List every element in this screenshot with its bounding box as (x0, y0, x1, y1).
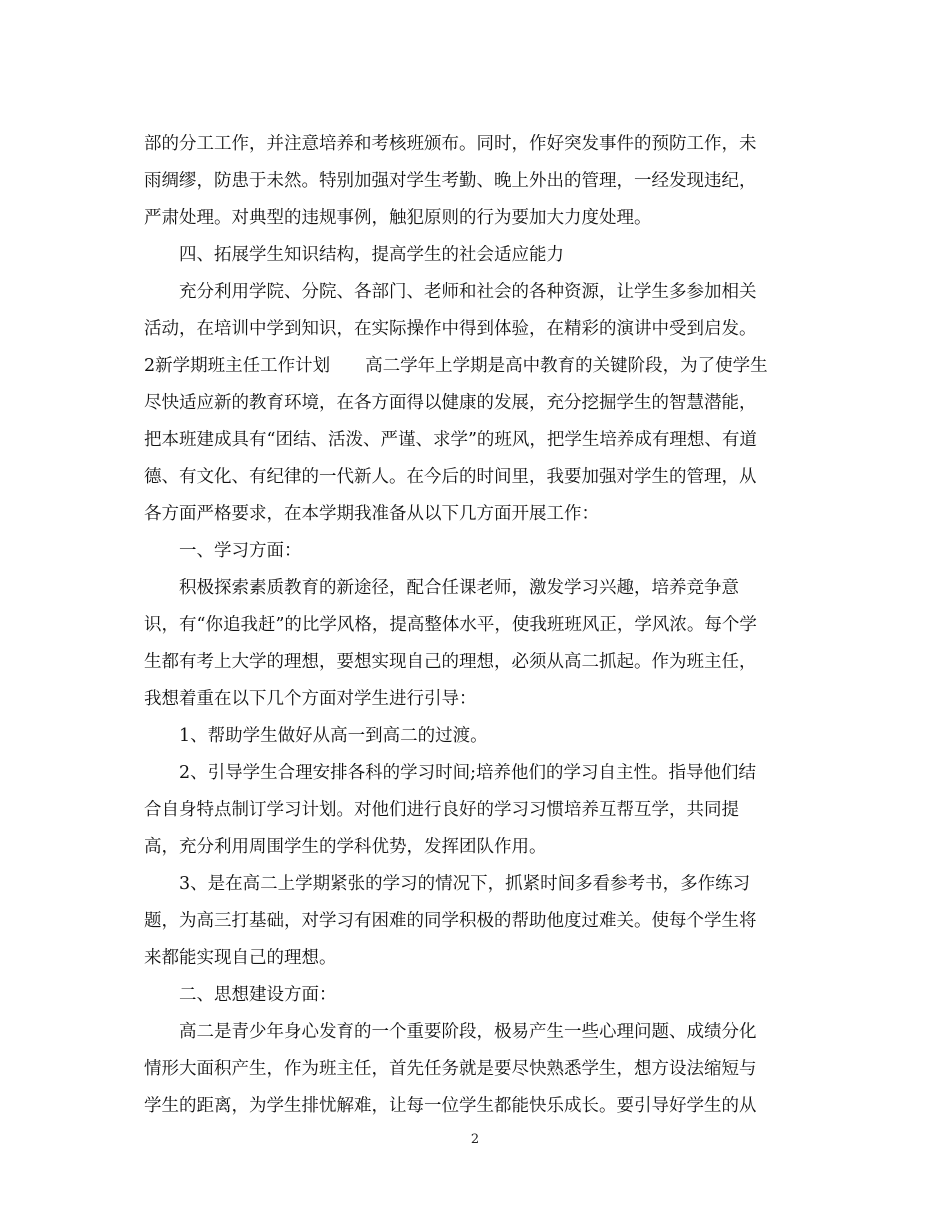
text-line: 雨绸缪，防患于未然。特别加强对学生考勤、晚上外出的管理，一经发现违纪， (144, 171, 757, 191)
text-line: 高，充分利用周围学生的学科优势，发挥团队作用。 (144, 837, 547, 857)
text-line: 2新学期班主任工作计划 高二学年上学期是高中教育的关键阶段，为了使学生 (144, 356, 768, 376)
text-line: 尽快适应新的教育环境，在各方面得以健康的发展，充分挖掘学生的智慧潜能， (144, 393, 757, 413)
text-line: 把本班建成具有“团结、活泼、严谨、求学”的班风，把学生培养成有理想、有道 (144, 430, 757, 450)
text-line: 各方面严格要求，在本学期我准备从以下几方面开展工作： (144, 504, 599, 524)
list-item: 1、帮助学生做好从高一到高二的过渡。 (179, 726, 488, 746)
section-heading: 二、思想建设方面： (179, 985, 337, 1005)
text-line: 学生的距离，为学生排忧解难，让每一位学生都能快乐成长。要引导好学生的从 (144, 1096, 757, 1116)
text-line: 高二是青少年身心发育的一个重要阶段，极易产生一些心理问题、成绩分化 (179, 1022, 757, 1042)
text-line: 情形大面积产生，作为班主任，首先任务就是要尽快熟悉学生，想方设法缩短与 (144, 1059, 757, 1079)
text-line: 德、有文化、有纪律的一代新人。在今后的时间里，我要加强对学生的管理，从 (144, 467, 757, 487)
list-item: 2、引导学生合理安排各科的学习时间;培养他们的学习自主性。指导他们结 (179, 763, 757, 783)
body-text (144, 126, 814, 1125)
text-line: 积极探索素质教育的新途径，配合任课老师，激发学习兴趣，培养竞争意 (179, 578, 739, 598)
text-line: 题，为高三打基础，对学习有困难的同学积极的帮助他度过难关。使每个学生将 (144, 911, 757, 931)
list-item: 3、是在高二上学期紧张的学习的情况下，抓紧时间多看参考书，多作练习 (179, 874, 751, 894)
text-line: 严肃处理。对典型的违规事例，触犯原则的行为要加大力度处理。 (144, 208, 652, 228)
section-heading: 四、拓展学生知识结构，提高学生的社会适应能力 (179, 245, 564, 265)
text-line: 生都有考上大学的理想，要想实现自己的理想，必须从高二抓起。作为班主任， (144, 652, 757, 672)
section-heading: 一、学习方面： (179, 541, 302, 561)
text-line: 充分利用学院、分院、各部门、老师和社会的各种资源，让学生多参加相关 (179, 282, 757, 302)
text-line: 来都能实现自己的理想。 (144, 948, 337, 968)
text-line: 合自身特点制订学习计划。对他们进行良好的学习习惯培养互帮互学，共同提 (144, 800, 739, 820)
text-line: 活动，在培训中学到知识，在实际操作中得到体验，在精彩的演讲中受到启发。 (144, 319, 757, 339)
text-line: 识，有“你追我赶”的比学风格，提高整体水平，使我班班风正，学风浓。每个学 (144, 615, 757, 635)
text-line: 部的分工工作，并注意培养和考核班颁布。同时，作好突发事件的预防工作，未 (144, 134, 757, 154)
text-line: 我想着重在以下几个方面对学生进行引导： (144, 689, 477, 709)
page-number: 2 (470, 1132, 480, 1147)
